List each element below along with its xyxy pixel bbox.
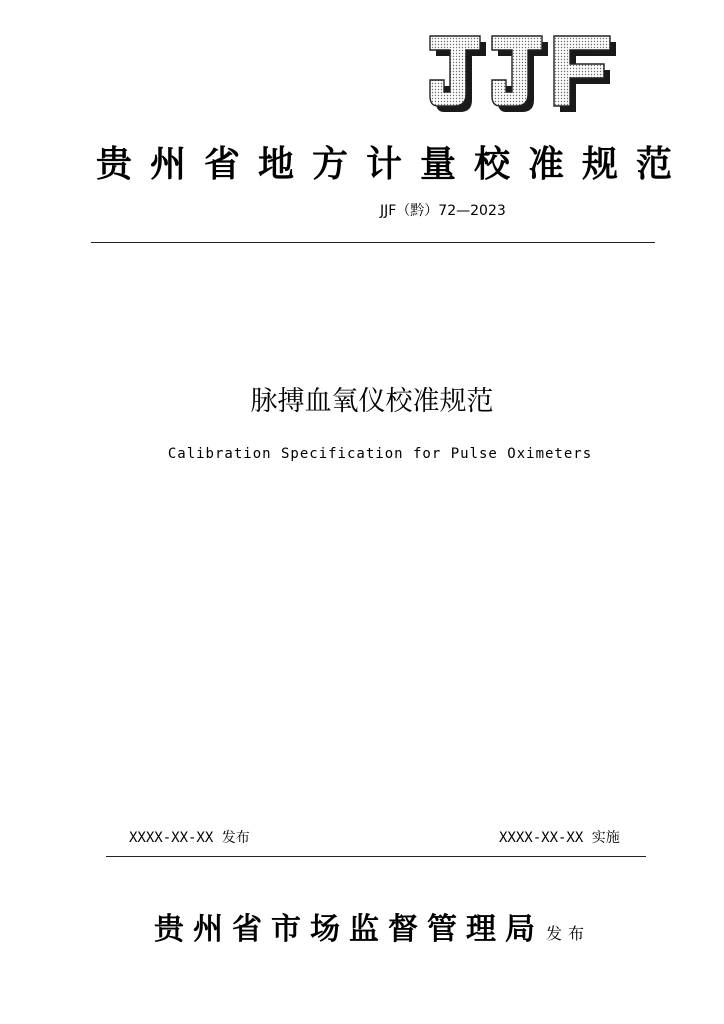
publish-word: 发布 (546, 924, 591, 943)
implementation-date: XXXX-XX-XX 实施 (499, 830, 620, 846)
jjf-logo (428, 34, 618, 116)
publisher-name: 贵州省市场监督管理局 (154, 912, 544, 947)
standard-category-title: 贵州省地方计量校准规范 (96, 143, 691, 185)
bottom-divider (106, 856, 646, 857)
standard-number: JJF（黔）72—2023 (380, 203, 506, 219)
document-title-chinese: 脉搏血氧仪校准规范 (250, 386, 494, 417)
top-divider (91, 242, 655, 243)
issue-date: XXXX-XX-XX 发布 (129, 830, 250, 846)
publisher-line (154, 906, 590, 958)
document-title-english: Calibration Specification for Pulse Oximeters (167, 446, 593, 462)
